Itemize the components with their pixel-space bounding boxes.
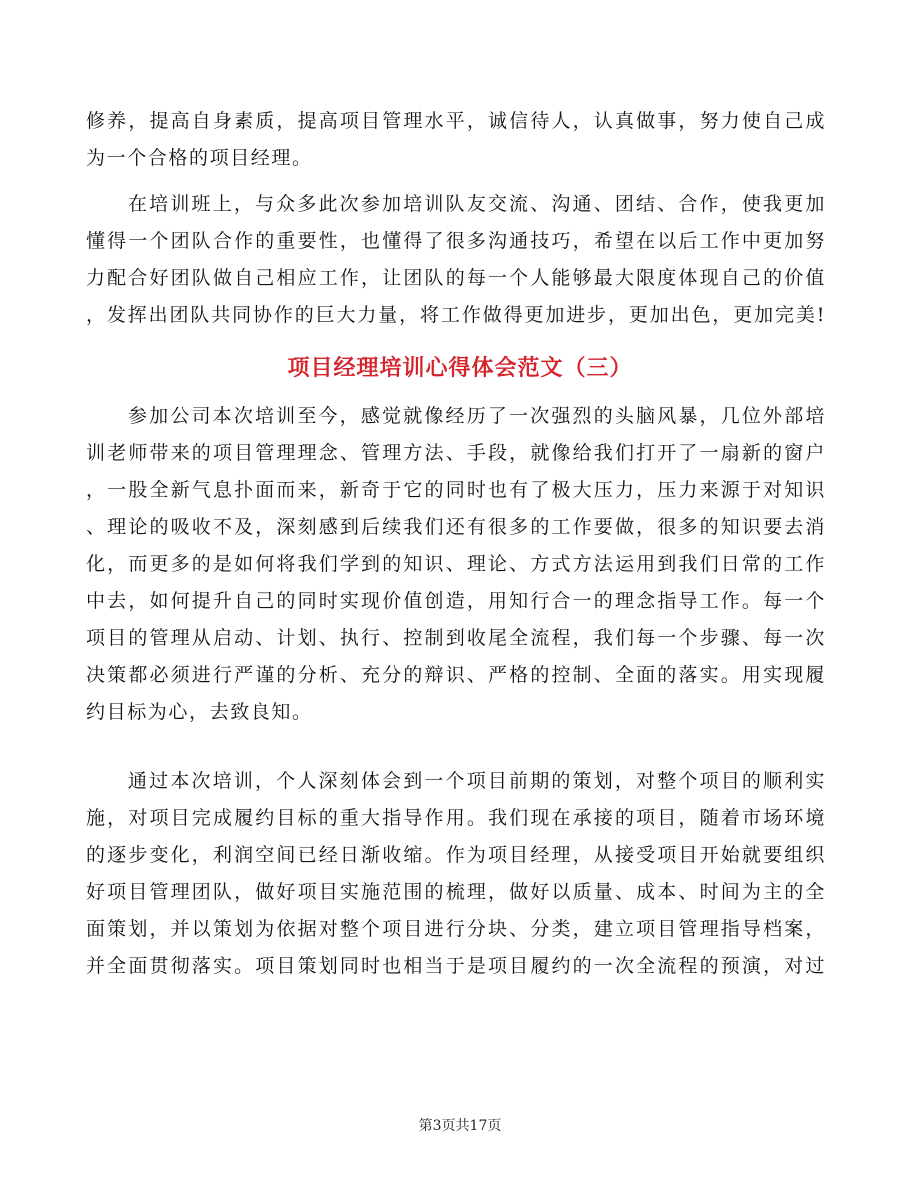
text-line: 项目的管理从启动、计划、执行、控制到收尾全流程，我们每一个步骤、每一次 — [86, 627, 826, 649]
text-line: 面策划，并以策划为依据对整个项目进行分块、分类，建立项目管理指导档案， — [86, 918, 826, 940]
text-line: 懂得一个团队合作的重要性，也懂得了很多沟通技巧，希望在以后工作中更加努 — [86, 230, 826, 252]
text-line: 中去，如何提升自己的同时实现价值创造，用知行合一的理念指导工作。每一个 — [86, 590, 826, 612]
text-line: ，发挥出团队共同协作的巨大力量，将工作做得更加进步，更加出色，更加完美! — [86, 304, 826, 326]
paragraph-team-cooperation — [86, 186, 826, 334]
text-line: 在培训班上，与众多此次参加培训队友交流、沟通、团结、合作，使我更加 — [128, 193, 826, 215]
text-line: 决策都必须进行严谨的分析、充分的辩识、严格的控制、全面的落实。用实现履 — [86, 664, 826, 686]
text-line: 参加公司本次培训至今，感觉就像经历了一次强烈的头脑风暴，几位外部培 — [128, 405, 826, 427]
paragraph-project-planning — [86, 763, 826, 985]
text-line: 训老师带来的项目管理理念、管理方法、手段，就像给我们打开了一扇新的窗户 — [86, 442, 826, 464]
text-line: 、理论的吸收不及，深刻感到后续我们还有很多的工作要做，很多的知识要去消 — [86, 516, 826, 538]
text-line: 的逐步变化，利润空间已经日渐收缩。作为项目经理，从接受项目开始就要组织 — [86, 844, 826, 866]
page-number: 第3页共17页 — [418, 1118, 502, 1134]
text-line: 化，而更多的是如何将我们学到的知识、理论、方式方法运用到我们日常的工作 — [86, 553, 826, 575]
text-line: ，一股全新气息扑面而来，新奇于它的同时也有了极大压力，压力来源于对知识 — [86, 479, 826, 501]
text-line: 并全面贯彻落实。项目策划同时也相当于是项目履约的一次全流程的预演，对过 — [86, 955, 826, 977]
text-line: 约目标为心，去致良知。 — [86, 701, 313, 723]
paragraph-continuation — [86, 103, 826, 177]
text-line: 为一个合格的项目经理。 — [86, 147, 313, 169]
paragraph-training-experience — [86, 398, 826, 731]
text-line: 修养，提高自身素质，提高项目管理水平，诚信待人，认真做事，努力使自己成 — [86, 110, 826, 132]
text-line: 通过本次培训，个人深刻体会到一个项目前期的策划，对整个项目的顺利实 — [128, 770, 826, 792]
text-line: 施，对项目完成履约目标的重大指导作用。我们现在承接的项目，随着市场环境 — [86, 807, 826, 829]
text-line: 力配合好团队做自己相应工作，让团队的每一个人能够最大限度体现自己的价值 — [86, 267, 826, 289]
text-line: 好项目管理团队，做好项目实施范围的梳理，做好以质量、成本、时间为主的全 — [86, 881, 826, 903]
section-title: 项目经理培训心得体会范文（三） — [287, 356, 633, 381]
